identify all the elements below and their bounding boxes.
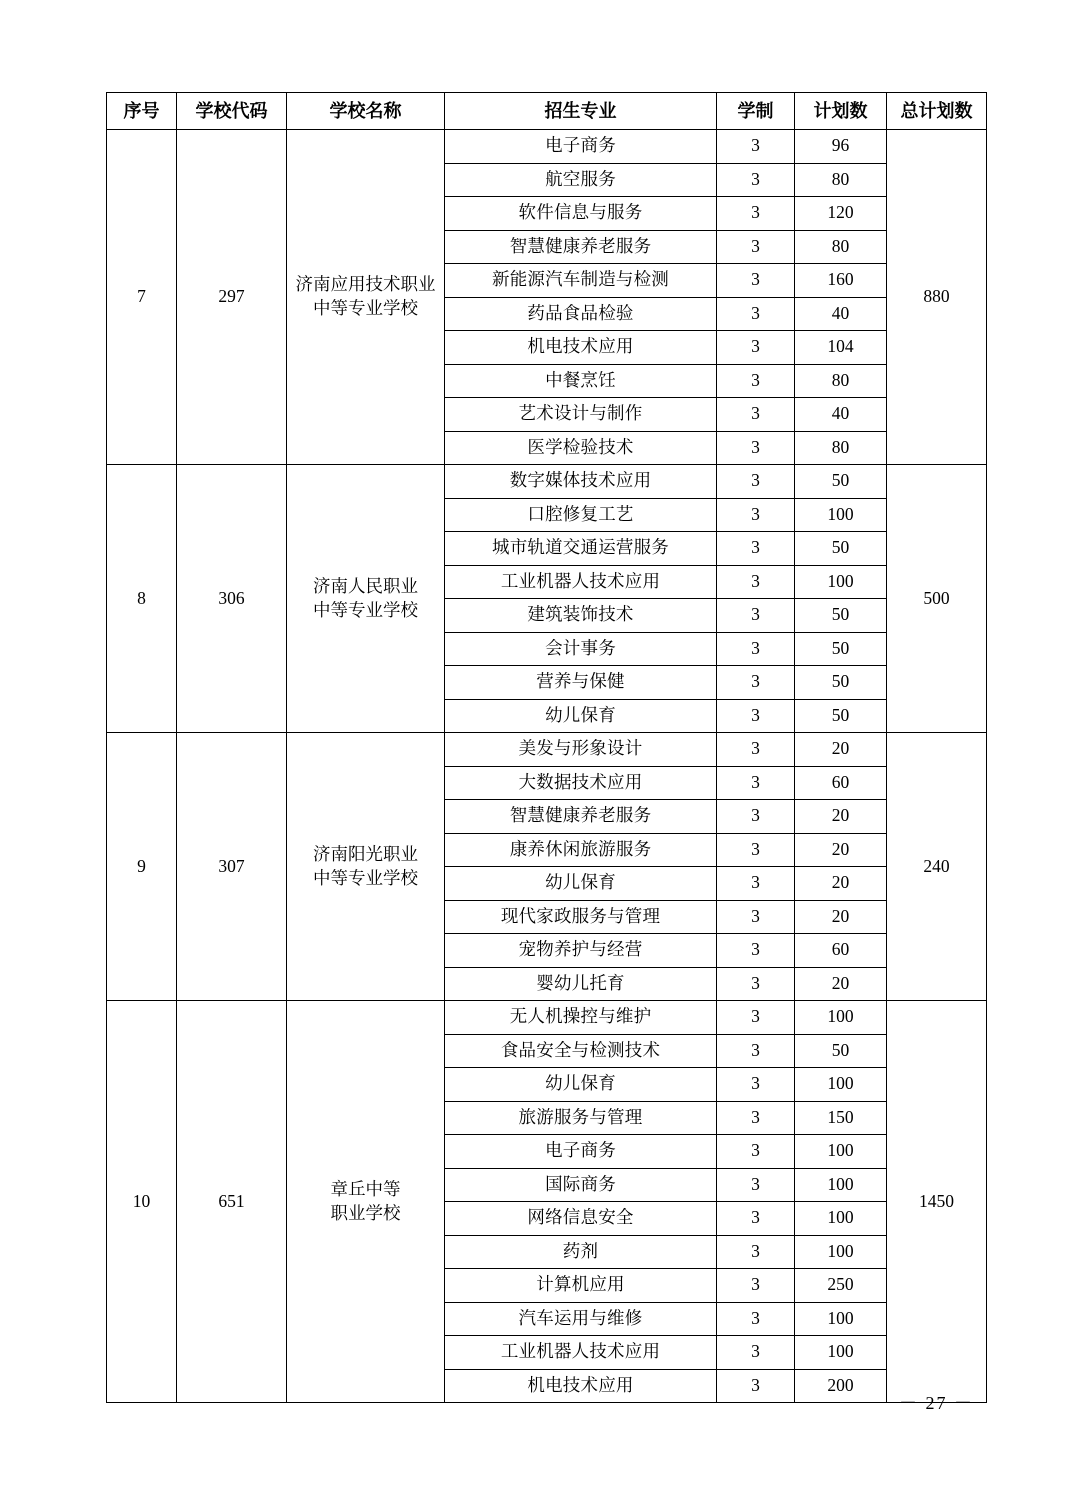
cell-school-name	[287, 465, 445, 733]
cell-total-plan: 240	[887, 733, 987, 1001]
school-name-line: 济南阳光职业	[313, 843, 418, 864]
cell-years: 3	[717, 833, 795, 867]
cell-years: 3	[717, 532, 795, 566]
cell-years: 3	[717, 1369, 795, 1403]
cell-plan-count: 40	[795, 297, 887, 331]
cell-plan-count: 100	[795, 1235, 887, 1269]
cell-plan-count: 20	[795, 867, 887, 901]
column-header-school-code: 学校代码	[177, 93, 287, 130]
cell-years: 3	[717, 264, 795, 298]
cell-plan-count: 50	[795, 666, 887, 700]
cell-school-code: 306	[177, 465, 287, 733]
school-name-line: 济南应用技术职业	[295, 274, 436, 295]
cell-major: 机电技术应用	[445, 331, 717, 365]
cell-plan-count: 20	[795, 800, 887, 834]
cell-plan-count: 100	[795, 498, 887, 532]
cell-major: 幼儿保育	[445, 867, 717, 901]
cell-major: 康养休闲旅游服务	[445, 833, 717, 867]
table-row	[107, 733, 987, 767]
cell-major: 航空服务	[445, 163, 717, 197]
cell-years: 3	[717, 1235, 795, 1269]
cell-major: 宠物养护与经营	[445, 934, 717, 968]
column-header-total-plan: 总计划数	[887, 93, 987, 130]
cell-major: 智慧健康养老服务	[445, 230, 717, 264]
cell-years: 3	[717, 867, 795, 901]
column-header-plan-count: 计划数	[795, 93, 887, 130]
cell-plan-count: 50	[795, 599, 887, 633]
cell-major: 食品安全与检测技术	[445, 1034, 717, 1068]
cell-plan-count: 80	[795, 230, 887, 264]
table-body	[107, 130, 987, 1403]
cell-plan-count: 50	[795, 632, 887, 666]
cell-total-plan: 1450	[887, 1001, 987, 1403]
cell-plan-count: 80	[795, 163, 887, 197]
cell-major: 工业机器人技术应用	[445, 565, 717, 599]
cell-major: 营养与保健	[445, 666, 717, 700]
cell-years: 3	[717, 1202, 795, 1236]
cell-years: 3	[717, 666, 795, 700]
cell-years: 3	[717, 900, 795, 934]
cell-plan-count: 60	[795, 766, 887, 800]
cell-years: 3	[717, 465, 795, 499]
cell-plan-count: 100	[795, 1135, 887, 1169]
cell-years: 3	[717, 599, 795, 633]
cell-plan-count: 100	[795, 1068, 887, 1102]
cell-major: 数字媒体技术应用	[445, 465, 717, 499]
cell-years: 3	[717, 967, 795, 1001]
cell-school-name	[287, 130, 445, 465]
cell-school-code: 307	[177, 733, 287, 1001]
cell-major: 医学检验技术	[445, 431, 717, 465]
cell-school-code: 651	[177, 1001, 287, 1403]
cell-major: 美发与形象设计	[445, 733, 717, 767]
cell-total-plan: 880	[887, 130, 987, 465]
school-name-line: 中等专业学校	[313, 867, 418, 888]
cell-major: 幼儿保育	[445, 1068, 717, 1102]
cell-years: 3	[717, 800, 795, 834]
cell-total-plan: 500	[887, 465, 987, 733]
cell-plan-count: 50	[795, 465, 887, 499]
cell-plan-count: 40	[795, 398, 887, 432]
school-name-line: 中等专业学校	[313, 298, 418, 318]
cell-major: 无人机操控与维护	[445, 1001, 717, 1035]
cell-major: 旅游服务与管理	[445, 1101, 717, 1135]
cell-years: 3	[717, 1135, 795, 1169]
cell-major: 会计事务	[445, 632, 717, 666]
cell-plan-count: 50	[795, 699, 887, 733]
school-name-line: 济南人民职业	[313, 575, 418, 596]
cell-years: 3	[717, 297, 795, 331]
cell-plan-count: 20	[795, 733, 887, 767]
column-header-seq: 序号	[107, 93, 177, 130]
cell-plan-count: 50	[795, 1034, 887, 1068]
cell-plan-count: 80	[795, 431, 887, 465]
cell-years: 3	[717, 1302, 795, 1336]
table-row	[107, 130, 987, 164]
cell-plan-count: 100	[795, 1336, 887, 1370]
cell-major: 城市轨道交通运营服务	[445, 532, 717, 566]
cell-years: 3	[717, 632, 795, 666]
cell-plan-count: 80	[795, 364, 887, 398]
cell-school-name	[287, 1001, 445, 1403]
column-header-years: 学制	[717, 93, 795, 130]
cell-years: 3	[717, 1068, 795, 1102]
cell-major: 机电技术应用	[445, 1369, 717, 1403]
cell-major: 药品食品检验	[445, 297, 717, 331]
cell-major: 药剂	[445, 1235, 717, 1269]
cell-seq: 8	[107, 465, 177, 733]
cell-years: 3	[717, 230, 795, 264]
cell-plan-count: 50	[795, 532, 887, 566]
cell-major: 中餐烹饪	[445, 364, 717, 398]
cell-plan-count: 100	[795, 1202, 887, 1236]
cell-plan-count: 100	[795, 1168, 887, 1202]
cell-major: 口腔修复工艺	[445, 498, 717, 532]
cell-years: 3	[717, 331, 795, 365]
cell-major: 智慧健康养老服务	[445, 800, 717, 834]
cell-years: 3	[717, 1101, 795, 1135]
cell-years: 3	[717, 197, 795, 231]
cell-years: 3	[717, 130, 795, 164]
cell-major: 汽车运用与维修	[445, 1302, 717, 1336]
cell-years: 3	[717, 934, 795, 968]
cell-years: 3	[717, 364, 795, 398]
cell-major: 计算机应用	[445, 1269, 717, 1303]
cell-years: 3	[717, 1168, 795, 1202]
cell-major: 大数据技术应用	[445, 766, 717, 800]
cell-years: 3	[717, 565, 795, 599]
cell-years: 3	[717, 498, 795, 532]
cell-plan-count: 250	[795, 1269, 887, 1303]
school-name-line: 中等专业学校	[313, 599, 418, 620]
table-row	[107, 1001, 987, 1035]
cell-plan-count: 60	[795, 934, 887, 968]
page-number: － 27 －	[899, 1393, 974, 1413]
table-header-row	[107, 93, 987, 130]
school-name-line: 职业学校	[330, 1202, 401, 1223]
cell-plan-count: 100	[795, 1001, 887, 1035]
cell-years: 3	[717, 163, 795, 197]
column-header-school-name: 学校名称	[287, 93, 445, 130]
cell-school-code: 297	[177, 130, 287, 465]
cell-years: 3	[717, 733, 795, 767]
cell-major: 工业机器人技术应用	[445, 1336, 717, 1370]
cell-plan-count: 100	[795, 565, 887, 599]
cell-years: 3	[717, 766, 795, 800]
cell-major: 建筑装饰技术	[445, 599, 717, 633]
cell-plan-count: 150	[795, 1101, 887, 1135]
cell-major: 新能源汽车制造与检测	[445, 264, 717, 298]
cell-years: 3	[717, 1269, 795, 1303]
cell-plan-count: 20	[795, 833, 887, 867]
table-header	[107, 93, 987, 130]
cell-years: 3	[717, 1001, 795, 1035]
cell-plan-count: 104	[795, 331, 887, 365]
cell-major: 国际商务	[445, 1168, 717, 1202]
cell-plan-count: 100	[795, 1302, 887, 1336]
cell-major: 电子商务	[445, 1135, 717, 1169]
cell-years: 3	[717, 1336, 795, 1370]
cell-major: 艺术设计与制作	[445, 398, 717, 432]
column-header-major: 招生专业	[445, 93, 717, 130]
cell-years: 3	[717, 1034, 795, 1068]
cell-major: 软件信息与服务	[445, 197, 717, 231]
school-name-line: 章丘中等	[330, 1178, 401, 1199]
cell-seq: 10	[107, 1001, 177, 1403]
cell-years: 3	[717, 431, 795, 465]
cell-plan-count: 20	[795, 900, 887, 934]
cell-years: 3	[717, 699, 795, 733]
cell-major: 婴幼儿托育	[445, 967, 717, 1001]
cell-major: 现代家政服务与管理	[445, 900, 717, 934]
cell-major: 电子商务	[445, 130, 717, 164]
cell-plan-count: 160	[795, 264, 887, 298]
cell-major: 幼儿保育	[445, 699, 717, 733]
cell-plan-count: 200	[795, 1369, 887, 1403]
cell-plan-count: 120	[795, 197, 887, 231]
table-row	[107, 465, 987, 499]
enrollment-plan-table	[106, 92, 987, 1403]
cell-seq: 9	[107, 733, 177, 1001]
cell-years: 3	[717, 398, 795, 432]
cell-school-name	[287, 733, 445, 1001]
cell-plan-count: 20	[795, 967, 887, 1001]
cell-seq: 7	[107, 130, 177, 465]
cell-plan-count: 96	[795, 130, 887, 164]
cell-major: 网络信息安全	[445, 1202, 717, 1236]
